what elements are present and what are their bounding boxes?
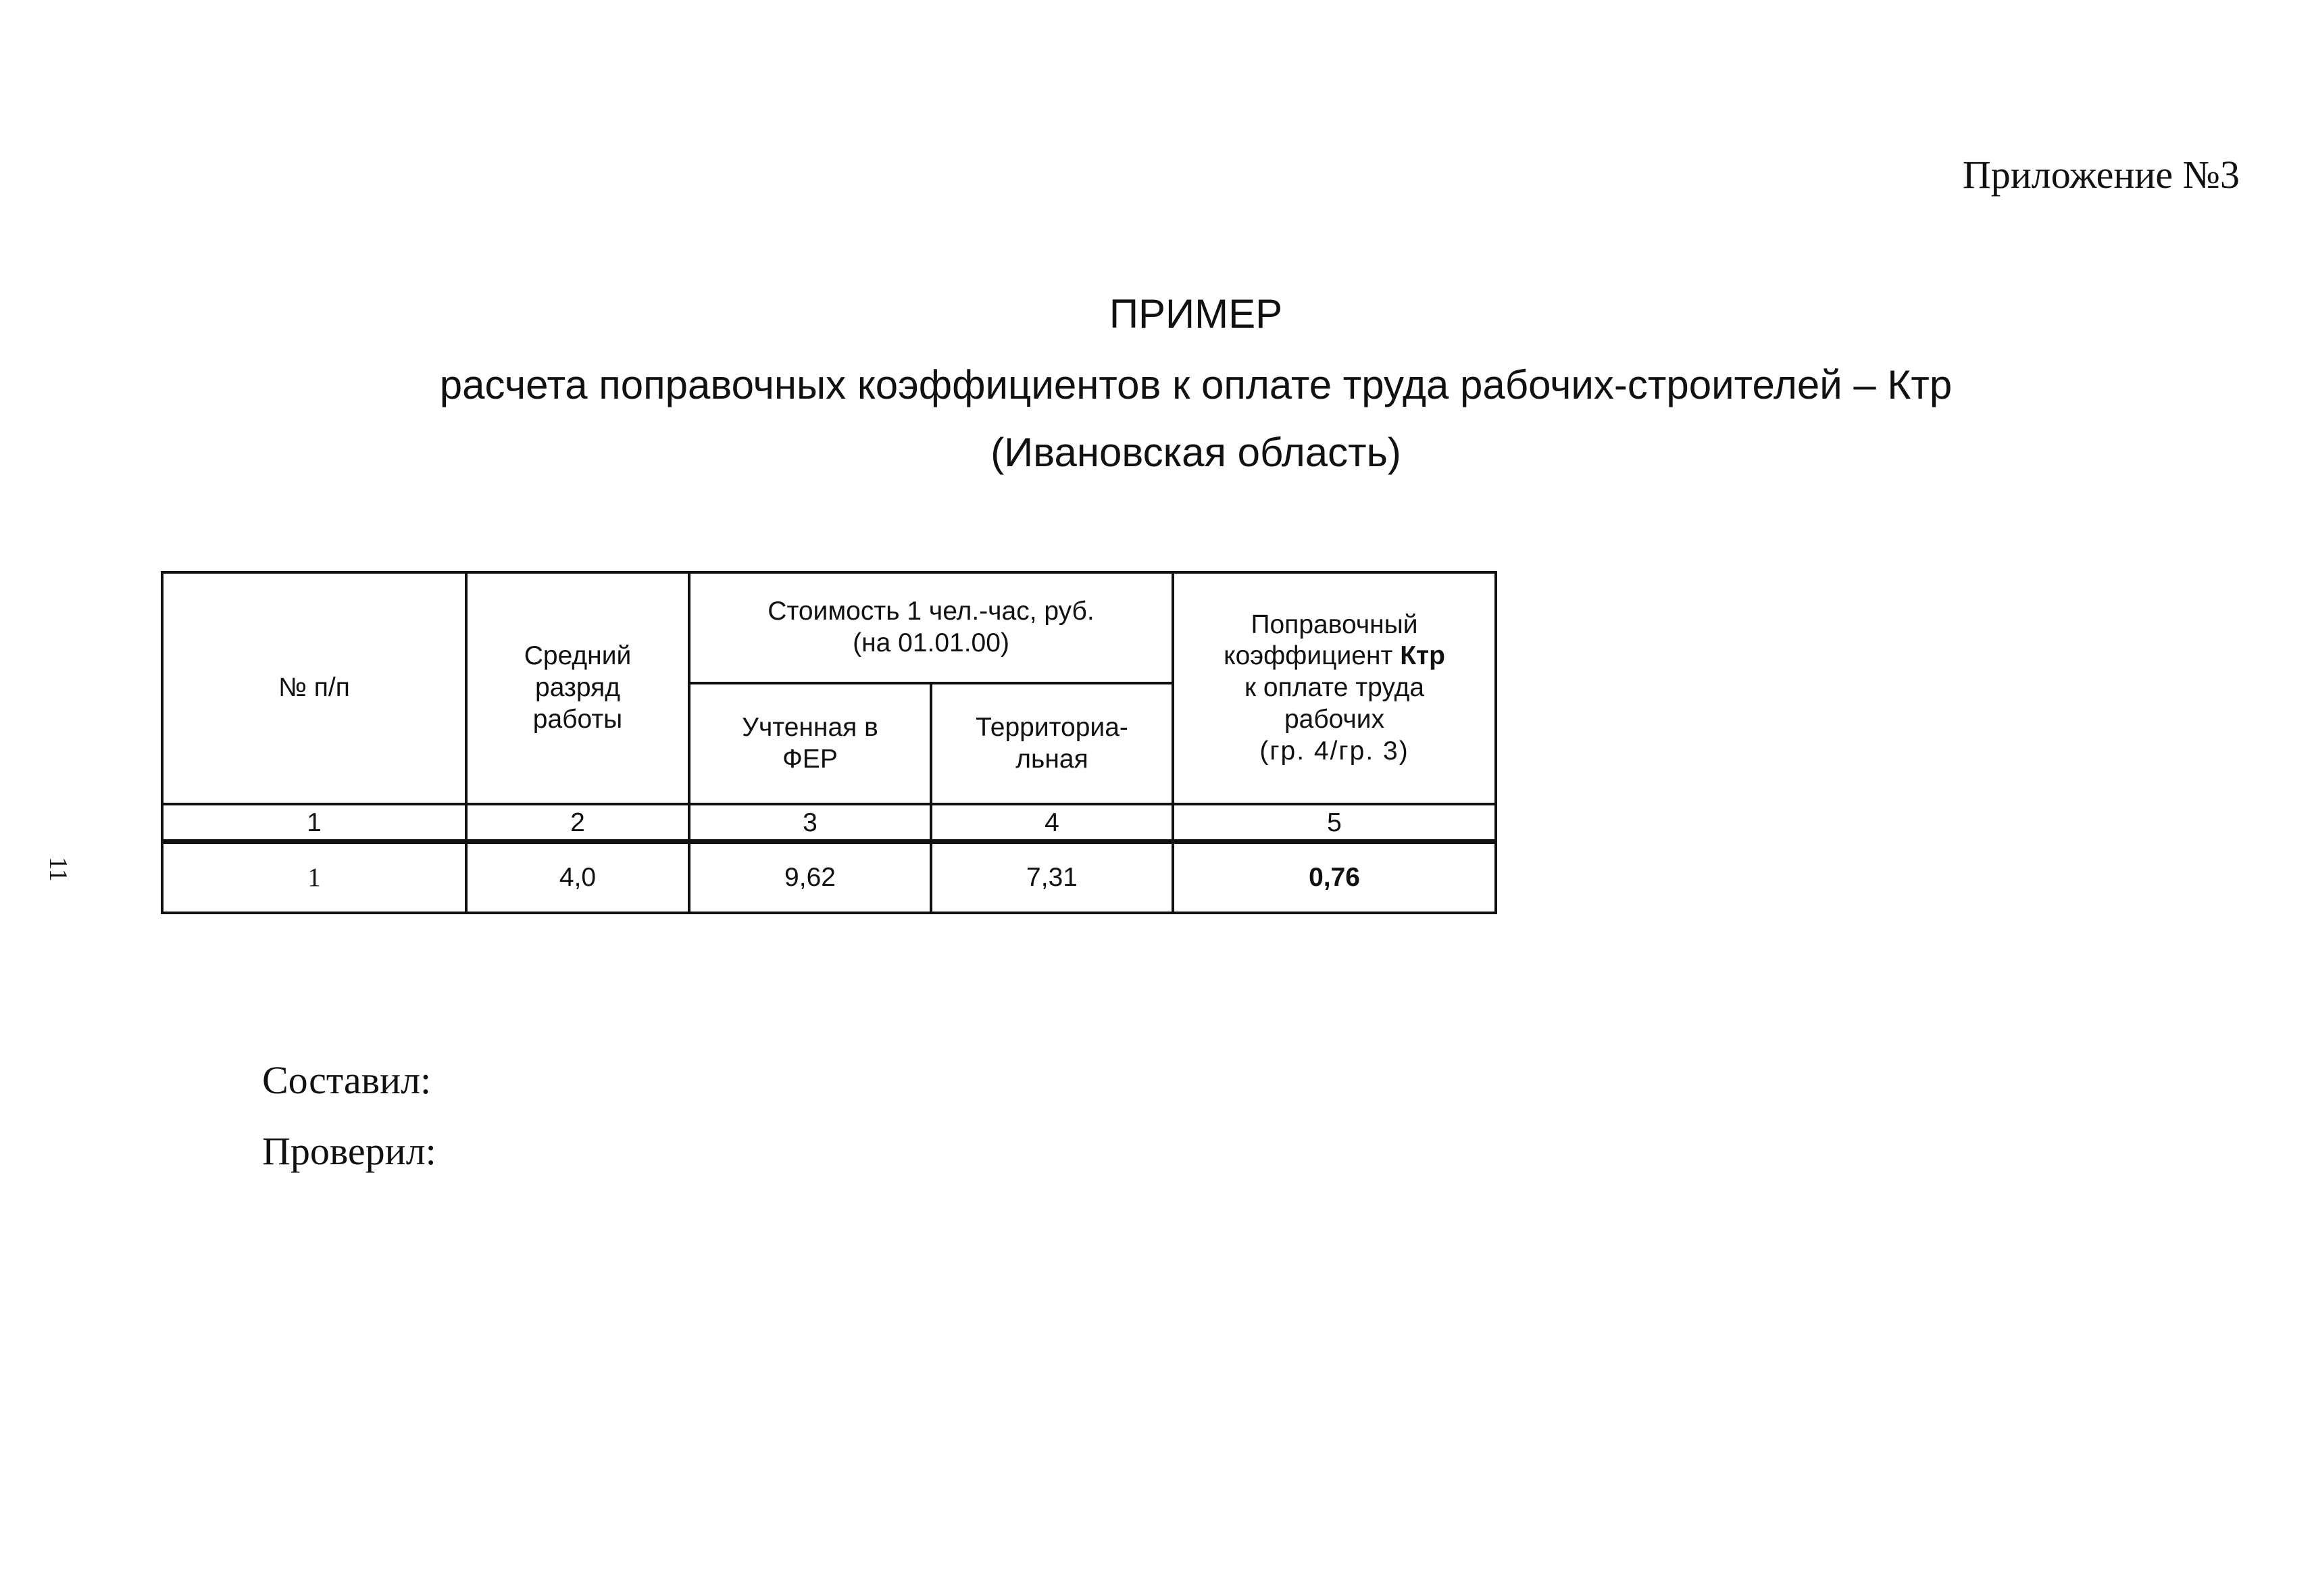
checked-by-label: Проверил:: [262, 1129, 436, 1173]
cell-cost-territorial: 7,31: [931, 842, 1173, 914]
column-number: 3: [689, 804, 931, 842]
compiled-by-label: Составил:: [262, 1058, 432, 1102]
table-row: [162, 842, 1496, 914]
column-number: 4: [931, 804, 1173, 842]
appendix-label: Приложение №3: [1962, 153, 2240, 197]
header-coefficient-formula: (гр. 4/гр. 3): [1259, 736, 1409, 766]
column-number: 5: [1173, 804, 1496, 842]
column-number: 2: [466, 804, 689, 842]
header-cost-territorial-line1: Территориа-: [976, 712, 1128, 742]
header-coefficient-line2: [1181, 641, 1488, 672]
document-region: (Ивановская область): [990, 430, 1401, 475]
header-cost-territorial: [931, 683, 1173, 804]
cell-coefficient: 0,76: [1173, 842, 1496, 914]
page-number: 11: [44, 857, 72, 882]
document-title: ПРИМЕР: [1109, 291, 1283, 336]
header-cost-group-line1: Стоимость 1 чел.-час, руб.: [768, 597, 1095, 626]
cell-average-grade: 4,0: [466, 842, 689, 914]
cell-row-number: 1: [162, 842, 466, 914]
table-header-row: [162, 572, 1496, 683]
header-average-grade-line2: разряд: [535, 673, 620, 703]
header-number: [162, 572, 466, 804]
header-coefficient-line2-text: коэффициент: [1224, 641, 1401, 671]
header-coefficient-line3: к оплате труда: [1244, 673, 1425, 703]
column-numbers-row: [162, 804, 1496, 842]
header-cost-group-line2: (на 01.01.00): [853, 628, 1009, 657]
header-average-grade: [466, 572, 689, 804]
cell-cost-fer: 9,62: [689, 842, 931, 914]
header-cost-fer-line2: ФЕР: [782, 744, 838, 774]
column-number: 1: [162, 804, 466, 842]
header-coefficient-line1: Поправочный: [1251, 609, 1418, 639]
header-cost-group: [689, 572, 1173, 683]
header-number-label: № п/п: [278, 673, 350, 703]
header-average-grade-line1: Средний: [524, 641, 632, 671]
header-average-grade-line3: работы: [532, 704, 623, 734]
header-coefficient-line4: рабочих: [1284, 704, 1385, 734]
header-cost-fer-line1: Учтенная в: [742, 712, 878, 742]
header-coefficient-ktr: Ктр: [1400, 641, 1445, 671]
header-cost-territorial-line2: льная: [1015, 744, 1088, 774]
header-cost-fer: [689, 683, 931, 804]
header-coefficient: [1173, 572, 1496, 804]
document-subtitle: расчета поправочных коэффициентов к оплате труда рабочих-строителей – Ктр: [439, 362, 1953, 407]
coefficient-table: [161, 571, 1497, 914]
